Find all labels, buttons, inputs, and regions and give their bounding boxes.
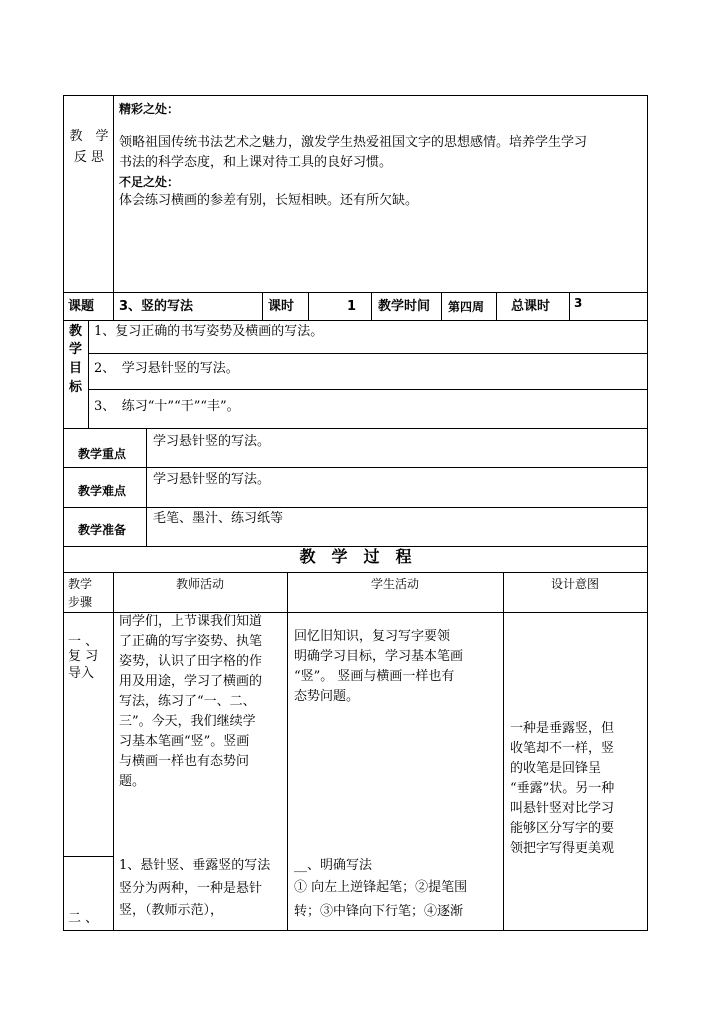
shortcoming-text: 体会练习横画的参差有别，长短相映。还有所欠缺。	[119, 193, 419, 208]
text-line: 态势问题。	[294, 689, 360, 704]
grid-line	[287, 572, 288, 930]
text-line: 1、悬针竖、垂露竖的写法	[119, 858, 271, 873]
text-line: 了正确的写字姿势、执笔	[119, 634, 263, 649]
grid-line	[63, 95, 648, 96]
text-line: __、明确写法	[294, 858, 373, 873]
text-line: 的收笔是回锋呈	[510, 761, 602, 776]
objective-item: 3、 练习“十”“干”“丰”。	[94, 399, 240, 414]
time-label: 教学时间	[378, 299, 431, 314]
grid-line	[63, 320, 648, 321]
grid-line	[146, 428, 147, 546]
grid-line	[63, 856, 113, 857]
text-line: “垂露”状。另一种	[510, 781, 615, 796]
grid-line	[63, 292, 648, 293]
text-line: 转；③中锋向下行笔；④逐渐	[294, 904, 464, 919]
objective-item: 2、 学习悬针竖的写法。	[94, 361, 239, 376]
grid-line	[63, 467, 648, 468]
step2-label: 二 、	[68, 911, 99, 926]
preparation-value: 毛笔、墨汁、练习纸等	[153, 511, 284, 526]
grid-line	[569, 292, 570, 320]
topic-label: 课题	[68, 299, 95, 314]
col-design: 设计意图	[550, 577, 599, 591]
grid-line	[63, 428, 648, 429]
text-line: 收笔却不一样，竖	[510, 741, 615, 756]
hours-value: 1	[347, 299, 357, 314]
grid-line	[88, 389, 648, 390]
grid-line	[113, 572, 114, 930]
text-line: 题。	[119, 774, 146, 789]
text-line: 一种是垂露竖，但	[510, 721, 615, 736]
reflection-label-line2: 反 思	[73, 150, 105, 165]
highlight-line2: 书法的科学态度，和上课对待工具的良好习惯。	[119, 155, 393, 170]
col-step-line1: 教学	[68, 577, 93, 591]
text-line: ① 向左上逆锋起笔；②提笔围	[294, 880, 468, 895]
text-line: 竖分为两种，一种是悬针	[119, 881, 263, 896]
text-line: 竖，（教师示范），	[119, 903, 224, 918]
text-line: 明确学习目标，学习基本笔画	[294, 649, 464, 664]
preparation-label: 教学准备	[78, 523, 127, 537]
total-label: 总课时	[511, 299, 551, 314]
col-step-line2: 步骤	[68, 595, 93, 609]
objective-item: 1、复习正确的书写姿势及横画的写法。	[94, 324, 324, 339]
difficulty-label: 教学难点	[78, 484, 127, 498]
grid-line	[88, 353, 648, 354]
text-line: 三”。今天，我们继续学	[119, 714, 256, 729]
objectives-label-char: 学	[69, 342, 83, 357]
grid-line	[503, 572, 504, 930]
text-line: 能够区分写字的要	[510, 821, 615, 836]
process-title: 教 学 过 程	[299, 547, 412, 566]
objectives-label-char: 教	[69, 324, 83, 339]
grid-line	[496, 292, 497, 320]
text-line: 姿势，认识了田字格的作	[119, 654, 263, 669]
col-student: 学生活动	[370, 577, 419, 591]
key-point-label: 教学重点	[78, 447, 127, 461]
grid-line	[113, 292, 114, 320]
text-line: “竖”。 竖画与横画一样也有	[294, 669, 455, 684]
text-line: 写法，练习了“一、二、	[119, 694, 256, 709]
grid-line	[63, 507, 648, 508]
grid-line	[262, 292, 263, 320]
grid-line	[441, 292, 442, 320]
grid-line	[88, 320, 89, 428]
step1-label-line3: 导入	[68, 666, 95, 681]
text-line: 领把字写得更美观	[510, 841, 615, 856]
hours-label: 课时	[268, 299, 295, 314]
grid-line	[63, 95, 64, 931]
text-line: 与横画一样也有态势问	[119, 754, 250, 769]
grid-line	[63, 572, 648, 573]
grid-line	[647, 95, 648, 931]
step1-label-line2: 复 习	[68, 649, 99, 664]
objectives-label-char: 标	[69, 380, 83, 395]
time-value: 第四周	[448, 300, 485, 314]
text-line: 回忆旧知识，复习写字要领	[294, 629, 451, 644]
topic-value: 3、竖的写法	[119, 299, 194, 314]
shortcoming-title: 不足之处：	[119, 175, 180, 189]
key-point-value: 学习悬针竖的写法。	[153, 434, 271, 449]
text-line: 习基本笔画“竖”。竖画	[119, 734, 250, 749]
total-value: 3	[574, 296, 583, 310]
difficulty-value: 学习悬针竖的写法。	[153, 472, 271, 487]
grid-line	[63, 930, 648, 931]
highlight-line1: 领略祖国传统书法艺术之魅力，激发学生热爱祖国文字的思想感情。培养学生学习	[119, 135, 588, 150]
reflection-label-line1: 教 学	[69, 129, 109, 144]
grid-line	[113, 95, 114, 292]
grid-line	[308, 292, 309, 320]
objectives-label-char: 目	[69, 361, 83, 376]
text-line: 同学们，上节课我们知道	[119, 614, 263, 629]
text-line: 叫悬针竖对比学习	[510, 801, 615, 816]
step1-label-line1: 一 、	[68, 634, 99, 649]
text-line: 用及用途，学习了横画的	[119, 674, 263, 689]
col-teacher: 教师活动	[175, 577, 224, 591]
highlight-title: 精彩之处：	[119, 102, 180, 116]
grid-line	[371, 292, 372, 320]
